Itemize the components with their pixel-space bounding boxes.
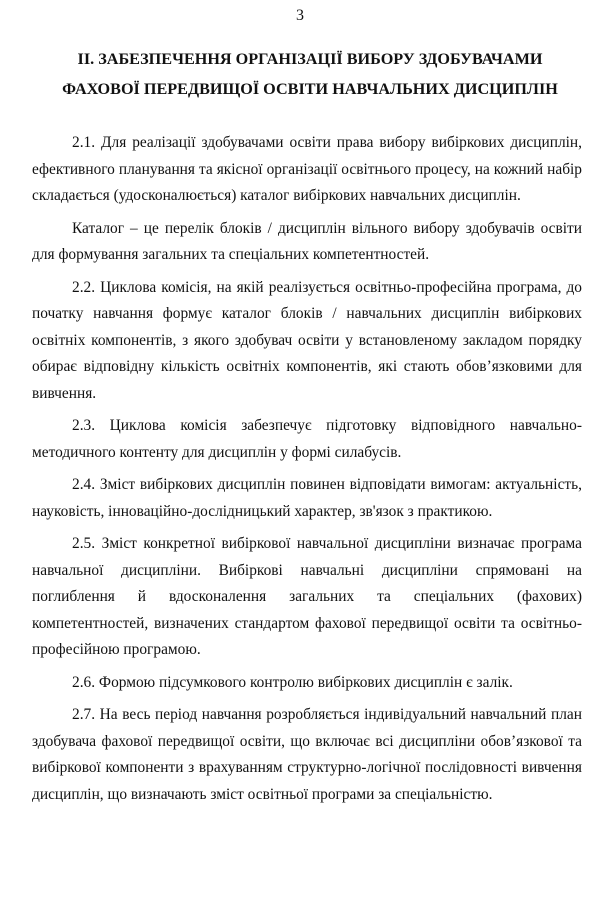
section-heading-line-1: ІІ. ЗАБЕЗПЕЧЕННЯ ОРГАНІЗАЦІЇ ВИБОРУ ЗДОБУВАЧАМИ [77,50,543,68]
paragraph-2-2: 2.2. Циклова комісія, на якій реалізується освітньо-професійна програма, до початку навчання формує каталог блоків / навчальних дисциплін вибіркових освітніх компонентів, з якого здобувач освіти у встановленому закладом порядку обирає відповідну кількість освітніх компонентів, які стають обов’язковими для вивчення. [32,278,582,402]
paragraph-catalog-definition: Каталог – це перелік блоків / дисциплін вільного вибору здобувачів освіти для формування загальних та спеціальних компетентностей. [32,219,582,263]
paragraph-2-7: 2.7. На весь період навчання розробляється індивідуальний навчальний план здобувача фахової передвищої освіти, що включає всі дисципліни обов’язкової та вибіркової компоненти з врахуванням структурно-логічної послідовності вивчення дисциплін, що визначають зміст освітньої програми за спеціальністю. [32,706,582,803]
page-number: 3 [296,7,304,24]
paragraph-2-1: 2.1. Для реалізації здобувачами освіти права вибору вибіркових дисциплін, ефективного планування та якісної організації освітнього процесу, на кожний набір складається (удосконалюється) каталог вибіркових навчальних дисциплін. [32,134,582,204]
document-body [32,130,582,814]
section-heading [40,44,580,104]
section-heading-line-2: ФАХОВОЇ ПЕРЕДВИЩОЇ ОСВІТИ НАВЧАЛЬНИХ ДИСЦИПЛІН [62,80,558,98]
paragraph-2-4: 2.4. Зміст вибіркових дисциплін повинен відповідати вимогам: актуальність, науковість, інноваційно-дослідницький характер, зв'язок з практикою. [32,476,582,520]
paragraph-2-5: 2.5. Зміст конкретної вибіркової навчальної дисципліни визначає програма навчальної дисципліни. Вибіркові навчальні дисципліни спрямовані на поглиблення й вдосконалення загальних та спеціальних (фахових) компетентностей, визначених стандартом фахової передвищої освіти та освітньо-професійною програмою. [32,535,582,658]
paragraph-2-3: 2.3. Циклова комісія забезпечує підготовку відповідного навчально-методичного контенту для дисциплін у формі силабусів. [32,417,582,461]
paragraph-2-6: 2.6. Формою підсумкового контролю вибіркових дисциплін є залік. [72,673,513,691]
